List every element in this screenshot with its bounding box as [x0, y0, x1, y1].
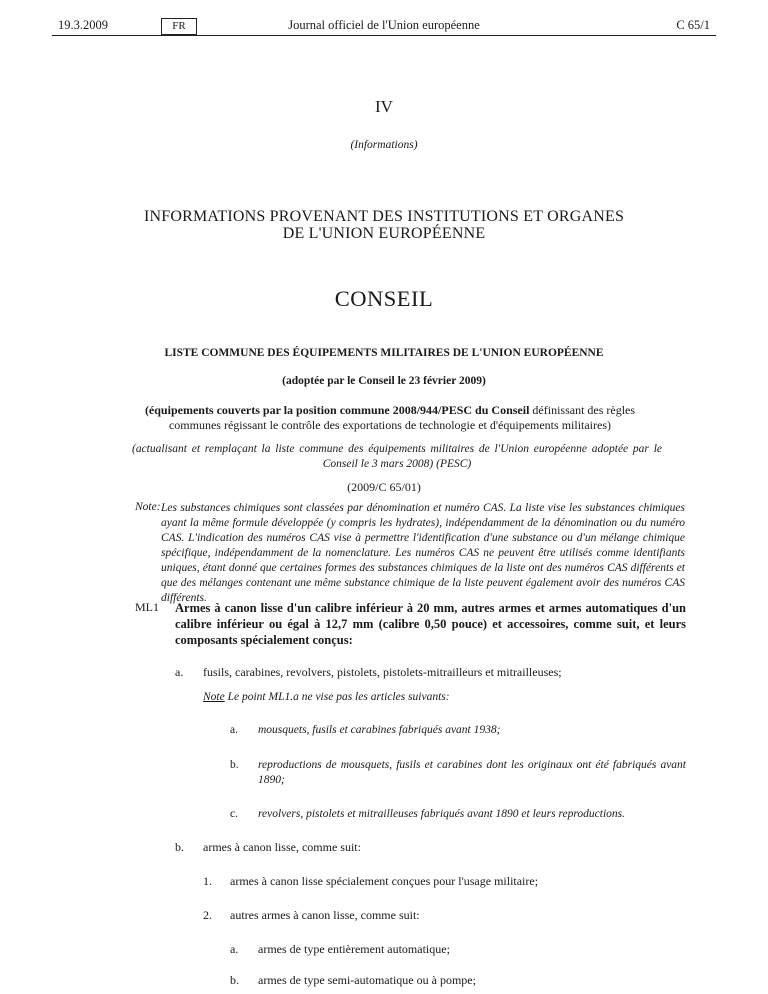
item-b-label: b.	[175, 840, 184, 854]
note-item-a-label: a.	[230, 724, 238, 736]
header-date: 19.3.2009	[58, 18, 108, 32]
item-b2-text: autres armes à canon lisse, comme suit:	[230, 908, 420, 922]
item-b2-label: 2.	[203, 908, 212, 922]
conseil-heading: CONSEIL	[334, 286, 434, 311]
item-a-label: a.	[175, 665, 184, 679]
note-item-b-label: b.	[230, 759, 239, 771]
note-item-c-label: c.	[230, 808, 238, 820]
note-text: Les substances chimiques sont classées par dénomination et numéro CAS. La liste vise les substances chimiques ayant la même formule développée (y compris les hydrates), indépendamment de la dénomination ou du numéro CAS. L'indication des numéros CAS vise à permettre l'identification d'une substance ou d'un mélange chimique spécifique, indépendamment de la nomenclature. Les numéros CAS ne peuvent être utilisés comme identifiants uniques, étant donné que certaines formes des substances chimiques de la liste ont des numéros CAS différents et que des mélanges contenant une même substance chimique de la liste peuvent également avoir des numéros CAS différents.	[161, 502, 685, 604]
replacing-note: (actualisant et remplaçant la liste commune des équipements militaires de l'Union européenne adoptée par le Conseil le 3 mars 2008) (PESC)	[132, 443, 662, 470]
item-b1-label: 1.	[203, 874, 212, 888]
section-subtitle: (Informations)	[350, 139, 418, 151]
note-item-c-text: revolvers, pistolets et mitrailleuses fabriqués avant 1890 et leurs reproductions.	[258, 808, 626, 820]
item-b-text: armes à canon lisse, comme suit:	[203, 840, 361, 854]
header-divider	[52, 35, 716, 36]
equipment-scope	[128, 403, 652, 433]
ml1-text: Armes à canon lisse d'un calibre inférieur à 20 mm, autres armes et armes automatiques d'un calibre inférieur ou égal à 12,7 mm (calibre 0,50 pouce) et accessoires, comme suit, et leurs composants spécialement conçus:	[175, 601, 686, 647]
item-b2b-label: b.	[230, 973, 239, 987]
note-ml1a	[203, 690, 450, 705]
item-b2b-text: armes de type semi-automatique ou à pompe;	[258, 973, 476, 987]
language-badge: FR	[161, 18, 197, 35]
note-ml1a-text: Le point ML1.a ne vise pas les articles suivants:	[227, 691, 450, 703]
equipment-scope-bold: (équipements couverts par la position commune 2008/944/PESC du Conseil	[144, 403, 530, 417]
item-a-text: fusils, carabines, revolvers, pistolets, pistolets-mitrailleurs et mitrailleuses;	[203, 665, 562, 679]
note-ml1a-label: Note	[203, 691, 225, 703]
item-b2a-text: armes de type entièrement automatique;	[258, 942, 450, 956]
note-item-b-text: reproductions de mousquets, fusils et carabines dont les originaux ont été fabriqués avant 1890;	[258, 759, 686, 786]
page-reference: C 65/1	[676, 18, 710, 32]
document-reference: (2009/C 65/01)	[347, 480, 421, 494]
note-label: Note:	[135, 501, 161, 513]
equipment-scope-rest: définissant des règles communes régissant le contrôle des exportations de technologie et d'équipements militaires)	[168, 403, 636, 432]
section-number: IV	[375, 97, 393, 116]
item-b1-text: armes à canon lisse spécialement conçues pour l'usage militaire;	[230, 874, 539, 888]
adoption-date: (adoptée par le Conseil le 23 février 2009)	[282, 375, 486, 387]
document-title: LISTE COMMUNE DES ÉQUIPEMENTS MILITAIRES DE L'UNION EUROPÉENNE	[164, 347, 604, 359]
note-item-a-text: mousquets, fusils et carabines fabriqués avant 1938;	[258, 724, 501, 736]
item-b2a-label: a.	[230, 942, 239, 956]
institutions-heading-line2: DE L'UNION EUROPÉENNE	[282, 225, 486, 242]
institutions-heading	[0, 208, 768, 242]
ml1-label: ML1	[135, 600, 159, 614]
institutions-heading-line1: INFORMATIONS PROVENANT DES INSTITUTIONS ET ORGANES	[143, 208, 625, 225]
journal-title: Journal officiel de l'Union européenne	[288, 18, 480, 32]
